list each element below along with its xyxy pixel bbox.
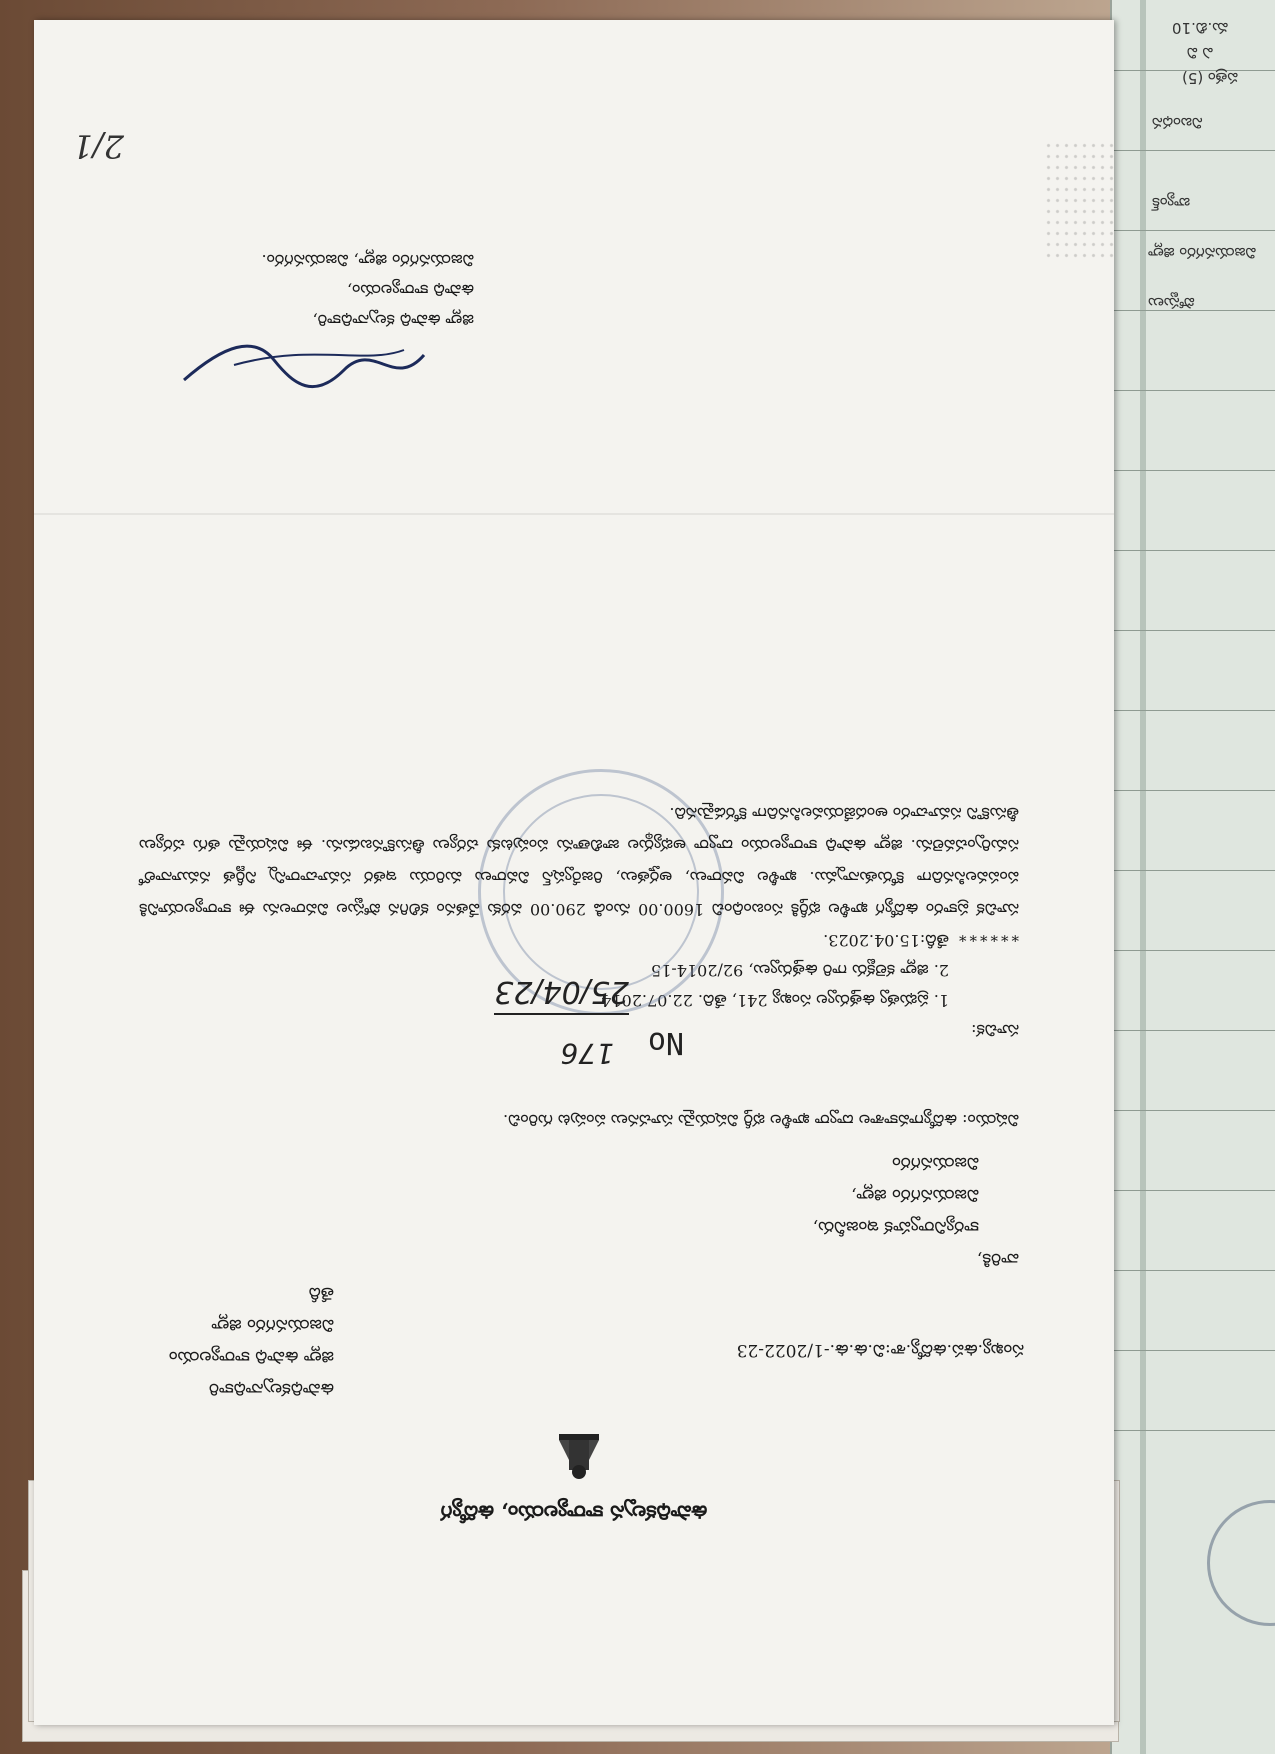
from-line: తేదీ [308,1283,334,1303]
from-line: విజయనగరం జిల్లా [211,1315,334,1335]
subject-text: ఉద్యోగావకాశాల ద్వారా ఖాళీల భర్తీ విషయమై సూచనలు పంపుట గురించి. [503,1111,958,1130]
to-line: కార్యనిర్వాహక ఇంజనీరు, [812,1217,979,1237]
register-fragment: ఎ వి [1187,44,1214,62]
register-rule [1112,470,1275,471]
register-fragment: పోస్టులు [1148,294,1195,312]
register-fragment: మ.బి.10 [1172,19,1229,37]
register-rule [1112,870,1275,871]
register-rule [1112,550,1275,551]
register-rule [1112,790,1275,791]
register-rule [1112,1190,1275,1191]
signatory-line: ఉపాధి కార్యాలయం, [347,281,474,300]
register-fragment: విజయనగరం జిల్లా [1148,244,1257,262]
register-rule [1112,230,1275,231]
signatory-line: విజయనగరం జిల్లా, విజయనగరం. [261,251,474,270]
to-label: వారికి, [976,1249,1019,1269]
signatory-block [262,245,474,335]
reference-item: 2. జిల్లా కలెక్టరు గారి ఉత్తర్వులు, 92/2014-15 [650,961,949,980]
page-mark: 2/1 [72,127,124,165]
register-fragment: పత్రం (5) [1182,69,1238,87]
register-rule [1112,1110,1275,1111]
letter-content-rotated [34,20,1114,1725]
register-rule [1112,390,1275,391]
register-rule [1112,630,1275,631]
reference-date: తేదీ:15.04.2023. [823,931,949,950]
from-line: జిల్లా ఉపాధి కార్యాలయం [168,1347,334,1367]
reference-item: 1. ప్రభుత్వ ఉత్తర్వుల సంఖ్య 241, తేది. 22.07.2014 [601,991,949,1010]
to-line: విజయనగరం [892,1153,979,1173]
scan-noise [1044,140,1114,260]
register-rule [1112,1430,1275,1431]
register-rule [1112,1270,1275,1271]
handwritten-signature [174,335,434,395]
signatory-line: జిల్లా ఉపాధి కల్పనాధికారి, [312,311,474,330]
to-address [813,1147,1019,1275]
from-address [169,1277,334,1405]
register-margin-column [1140,0,1146,1754]
subject-line [149,1105,1019,1135]
salutation-separator: ****** [956,927,1019,945]
register-rule [1112,950,1275,951]
register-rule [1112,1350,1275,1351]
inward-stamp [494,950,684,1070]
from-line: ఉపాధికల్పనాధికారి [208,1379,334,1399]
reference-number: సంఖ్య.ఉప.ఉద్యో.శా:వి.ఉ.ఉ.-1/2022-23 [736,1340,1024,1360]
register-fragment: బ్యాంక్ [1152,194,1191,212]
inward-date: 25/04/23 [494,974,629,1015]
subject-label: విషయం: [962,1111,1019,1130]
government-emblem-icon [549,1428,609,1480]
register-rule [1112,1030,1275,1031]
register-fragment: నిబంధన [1152,114,1203,132]
underlying-register-sheet [1110,0,1275,1754]
letter-body: సూచిక ప్రకారం ఉద్యోగ ఖాళీల భర్తీకి సంబంధించి 1600.00 నుండి 290.00 వరకు వేతనం కలిగిన పోస్టుల వివరాలను ఈ కార్యాలయానికి పంపవలసినదిగా కోరుతున్నాము. ఖాళీల వివరాలు, అర్హతలు, రిజర్వేషన్ వివరాలు మరియు ఇతర సమాచారాన్ని నిర్ణీత నమూనాలో సమర్పించవలెను. జిల్లా ఉపాధి కార్యాలయం ద్వారా అభ్యర్థుల జాబితాను పంపుటకు చర్యలు తీసుకొనబడును. ఈ విషయమై తగు చర్యలు తీసుకొని సమాచారం అందజేయవలసినదిగా కోరడమైనది. [139,804,1019,919]
paper-fold-line [34,513,1114,515]
inward-number: 176 [560,1037,614,1070]
to-line: విజయనగరం జిల్లా, [851,1185,979,1205]
inward-no-label: No [647,1025,684,1060]
register-seal-stamp [1207,1500,1275,1626]
letter-page [34,20,1114,1725]
register-rule [1112,150,1275,151]
register-rule [1112,710,1275,711]
references-label: సూచిక: [971,1021,1019,1040]
office-header: ఉపాధికల్పన కార్యాలయం, ఉద్యోగ [440,1501,708,1525]
